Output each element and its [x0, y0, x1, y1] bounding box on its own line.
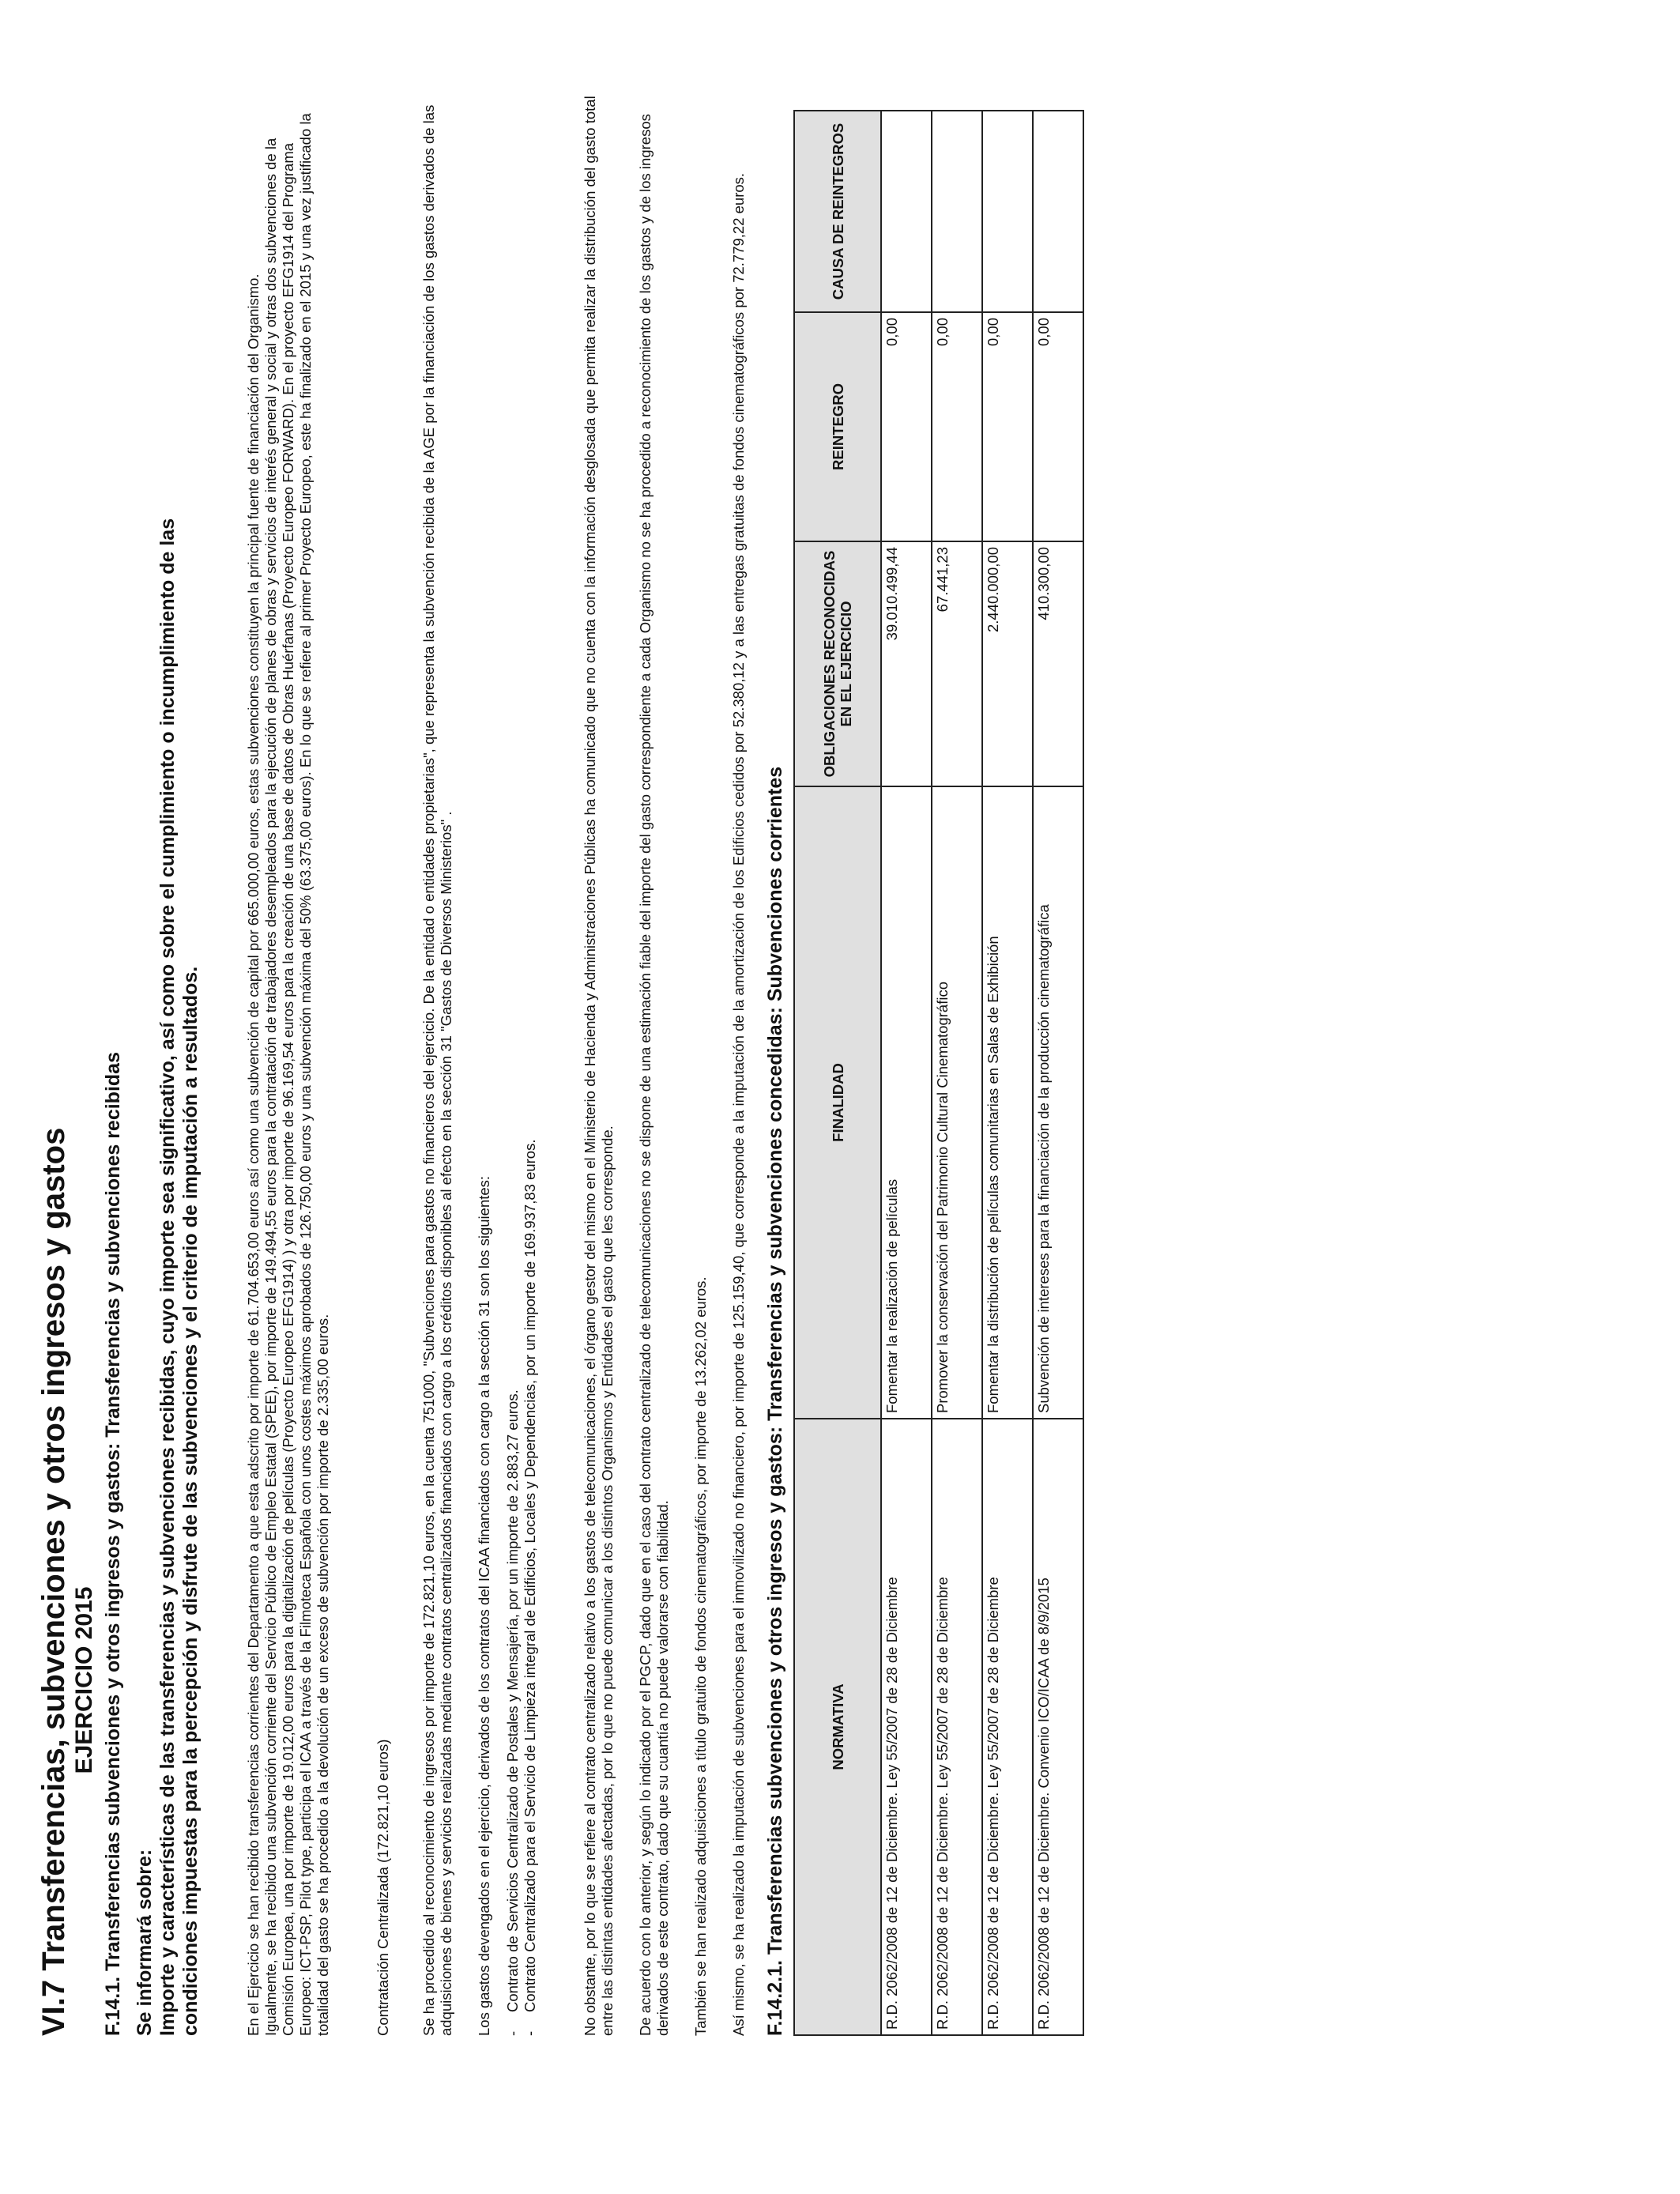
dash-marker: - [504, 2030, 521, 2036]
informa-body: Importe y características de las transferencias y subvenciones recibidas, cuyo importe sea significativo, así como sobre el cumplimiento o incumplimiento de las condiciones impuestas para la percepción y disfrute de las subvenciones y el criterio de imputación a resultados. [156, 518, 202, 2036]
cell-causa [881, 111, 932, 312]
header-causa: CAUSA DE REINTEGROS [794, 111, 881, 312]
page-title: VI.7 Transferencias, subvenciones y otros ingresos y gastos [36, 1127, 71, 2036]
cell-finalidad: Promover la conservación del Patrimonio Cultural Cinematográfico [932, 786, 982, 1419]
paragraph-no-obstante: No obstante, por lo que se refiere al contrato centralizado relativo a los gastos de telecomunicaciones, el órgano gestor del mismo en el Ministerio de Hacienda y Administraciones Públicas ha comunicado que no cuenta con la información desglosada que permita realizar la distribución del gasto total entre las distintas entidades afectadas, por lo que no puede comunicar a los distintos Organismos y Entidades el gasto que les corresponde. [582, 96, 616, 2036]
paragraph-transferencias: En el Ejercicio se han recibido transferencias corrientes del Departamento a que esta adscrito por importe de 61.704.653,00 euros así como una subvención de capital por 665.000,00 euros, estas subvenciones constituyen la principal fuente de financiación del Organismo. [245, 273, 262, 2036]
paragraph-adquisiciones: También se han realizado adquisiciones a título gratuito de fondos cinematográficos, por importe de 13.262,02 euros. [692, 1276, 709, 2036]
list-item-text: Contrato de Servicios Centralizado de Postales y Mensajería, por un importe de 2.883,27 euros. [504, 1389, 521, 2012]
paragraph-contratacion-title: Contratación Centralizada (172.821,10 euros) [375, 1739, 391, 2036]
subvenciones-table [793, 110, 1084, 2036]
section-title-granted: F.14.2.1. Transferencias subvenciones y otros ingresos y gastos: Transferencias y subvenciones concedidas: Subvenciones corrientes [764, 766, 786, 2036]
dash-marker: - [522, 2030, 538, 2036]
table-row [982, 111, 1033, 2035]
cell-reintegro: 0,00 [932, 312, 982, 541]
cell-reintegro: 0,00 [881, 312, 932, 541]
paragraph-imputacion: Así mismo, se ha realizado la imputación de subvenciones para el inmovilizado no financiero, por importe de 125.159,40, que corresponde a la imputación de la amortización de los Edificios cedidos por 52.380,12 y a las entregas gratuitas de fondos cinematográficos por 72.779,22 euros. [730, 172, 747, 2036]
section-title-received: F.14.1. Transferencias subvenciones y otros ingresos y gastos: Transferencias y subvenciones recibidas [102, 1052, 124, 2036]
list-item [522, 92, 539, 2036]
cell-causa [932, 111, 982, 312]
cell-obligaciones: 2.440.000,00 [982, 541, 1033, 786]
cell-reintegro: 0,00 [982, 312, 1033, 541]
cell-obligaciones: 410.300,00 [1033, 541, 1083, 786]
cell-normativa: R.D. 2062/2008 de 12 de Diciembre. Ley 55/2007 de 28 de Diciembre [881, 1419, 932, 2035]
paragraph-reconocimiento: Se ha procedido al reconocimiento de ingresos por importe de 172.821,10 euros, en la cuenta 751000, "Subvenciones para gastos no financieros del ejercicio. De la entidad o entidades propietarias", que representa la subvención recibida de la AGE por la financiación de los gastos derivados de las adquisiciones de bienes y servicios realizadas mediante contratos centralizados financiados con cargo a los créditos disponibles al efecto en la sección 31 "Gastos de Diversos Ministerios" . [420, 104, 454, 2036]
cell-normativa: R.D. 2062/2008 de 12 de Diciembre. Convenio ICO/ICAA de 8/9/2015 [1033, 1419, 1083, 2035]
cell-finalidad: Fomentar la realización de películas [881, 786, 932, 1419]
cell-normativa: R.D. 2062/2008 de 12 de Diciembre. Ley 55/2007 de 28 de Diciembre [982, 1419, 1033, 2035]
list-item-text: Contrato Centralizado para el Servicio de Limpieza integral de Edificios, Locales y Dependencias, por un importe de 169.937,83 euros. [522, 1139, 538, 2012]
header-normativa: NORMATIVA [794, 1419, 881, 2035]
informa-label: Se informará sobre: [134, 1849, 156, 2036]
cell-finalidad: Fomentar la distribución de películas comunitarias en Salas de Exhibición [982, 786, 1033, 1419]
cell-reintegro: 0,00 [1033, 312, 1083, 541]
paragraph-subvenciones-spee: Igualmente, se ha recibido una subvención corriente del Servicio Público de Empleo Estatal (SPEE), por importe de 149.494,55 euros para la contratación de trabajadores desempleados para la ejecución de planes de obras y servicios de interés general y social y otras dos subvenciones de la Comisión Europea, una por importe de 19.012,00 euros para la digitalización de películas (Proyecto Europeo EFG1914) ) y otra por importe de 96.169,54 euros para la creación de una base de datos de Obras Huérfanas (Proyecto Europeo FORWARD). En el proyecto EFG1914 del Programa Europeo: ICT-PSP, Pilot type, participa el ICAA a través de la Filmoteca Española con unos costes máximos aprobados de 126.750,00 euros y una subvención máxima del 50% (63.375,00 euros). En lo que se refiere al primer Proyecto Europeo, este ha finalizado en el 2015 y una vez justificado la totalidad del gasto se ha procedido a la devolución de un exceso de subvención por importe de 2.335,00 euros. [262, 113, 331, 2036]
header-reintegro: REINTEGRO [794, 312, 881, 541]
cell-obligaciones: 67.441,23 [932, 541, 982, 786]
cell-obligaciones: 39.010.499,44 [881, 541, 932, 786]
table-header-row [794, 111, 881, 2035]
page-subtitle: EJERCICIO 2015 [71, 1586, 97, 1774]
paragraph-gastos-devengados: Los gastos devengados en el ejercicio, derivados de los contratos del ICAA financiados con cargo a la sección 31 son los siguientes: [476, 1175, 492, 2036]
header-obligaciones: OBLIGACIONES RECONOCIDAS EN EL EJERCICIO [794, 541, 881, 786]
paragraph-de-acuerdo: De acuerdo con lo anterior, y según lo indicado por el PGCP, dado que en el caso del contrato centralizado de telecomunicaciones no se dispone de una estimación fiable del importe del gasto correspondiente a cada Organismo no se ha procedido a reconocimiento de los gastos y de los ingresos derivados de este contrato, dado que su cuantía no puede valorarse con fiabilidad. [637, 114, 671, 2036]
table-row [881, 111, 932, 2035]
table-row [932, 111, 982, 2035]
table-row [1033, 111, 1083, 2035]
cell-causa [1033, 111, 1083, 312]
cell-normativa: R.D. 2062/2008 de 12 de Diciembre. Ley 55/2007 de 28 de Diciembre [932, 1419, 982, 2035]
header-finalidad: FINALIDAD [794, 786, 881, 1419]
list-item [504, 92, 522, 2036]
cell-causa [982, 111, 1033, 312]
document-body [36, 92, 1084, 2036]
cell-finalidad: Subvención de intereses para la financiación de la producción cinematográfica [1033, 786, 1083, 1419]
